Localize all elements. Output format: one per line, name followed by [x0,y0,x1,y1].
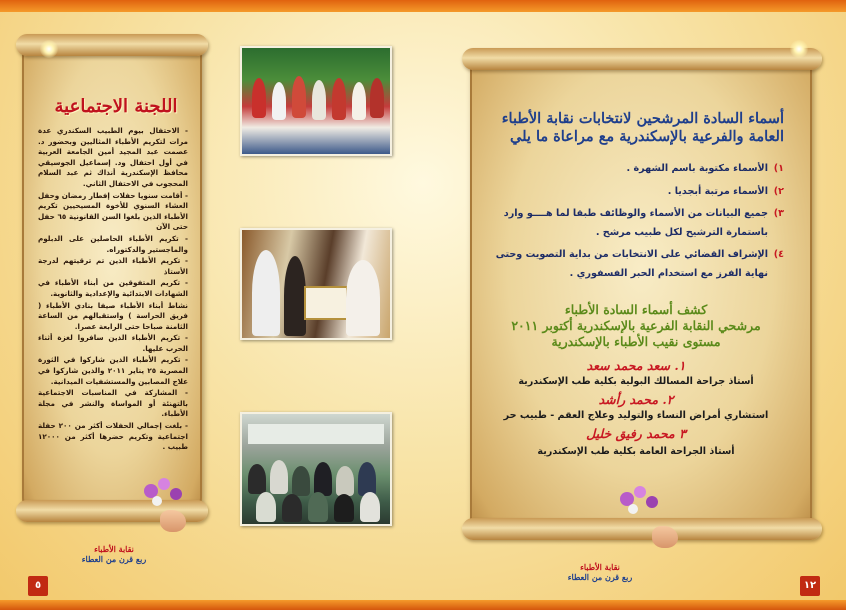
candidate-name: ٢. محمد رأشد [598,392,674,407]
flower-icon [152,496,162,506]
logo-subtitle: ربع قرن من العطاء [81,554,147,564]
sparkle-icon [40,40,58,58]
hand-icon [652,526,678,548]
rule-number: ٢) [773,185,784,197]
flower-icon [628,504,638,514]
logo-title: نقابة الأطباء [94,544,134,554]
syndicate-logo-right [590,484,720,564]
candidates-title-line: كشف أسماء السادة الأطباء [564,302,708,317]
page-number-left: ٥ [28,576,48,596]
list-item [488,246,784,283]
candidates-title-line: مرشحي النقابة الفرعية بالإسكندرية أكتوبر ٢٠١١ [511,318,761,333]
logo-title: نقابة الأطباء [580,562,620,572]
candidate-role: استشاري أمراض النساء والتوليد وعلاج العقم - طبيب حر [503,410,769,421]
rule-text: الإشراف القضائي على الانتخابات من بداية التصويت وحتى نهاية الفرز مع استخدام الحبر الفسفوري . [495,249,768,279]
list-item: - تكريم الأطباء الذين شاركوا في الثورة المصرية ٢٥ يناير ٢٠١١ والذين شاركوا في علاج المصابين والمستشفيات الميدانية. [38,355,188,386]
list-item: - تكريم المتفوقين من أبناء الأطباء في الشهادات الابتدائية والإعدادية والثانوية. [38,278,188,298]
list-item [488,160,784,179]
flower-icon [170,488,182,500]
rule-number: ٤) [773,249,784,261]
candidate-role: أستاذ الجراحة العامة بكلية طب الإسكندرية [537,446,735,457]
top-orange-band [0,0,846,12]
logo-text-right [540,562,660,582]
logo-text-left [54,544,174,564]
bottom-orange-band [0,600,846,610]
candidates-heading: أسماء السادة المرشحين لانتخابات نقابة الأطباء العامة والفرعية بالإسكندرية مع مراعاة ما يلي [501,110,784,145]
list-item: نشاط أبناء الأطباء صيفا بنادي الأطباء ( فريق الحراسة ) واستقبالهم من الساعة الثامنة صباحا حتى الرابعة عصرا. [38,300,188,331]
photo-group-celebration [240,46,392,156]
candidate-name: ١. سعد محمد سعد [586,358,686,373]
list-item: - تكريم الأطباء الذين تم ترقيتهم لدرجة الأستاذ [38,256,188,276]
list-item: - المشاركة في المناسبات الاجتماعية بالتهنئة أو المواساة والنشر في مجلة الأطباء. [38,388,188,419]
list-item: - الاحتفال بيوم الطبيب السكندري عدة مرات لتكريم الأطباء المثاليين وبحضور د. عصمت عبد المجيد أمين الجامعة العربية في أول احتفال ود. إسماعيل الجوسيقي محافظ الإسكندرية أنذاك ثم عبد السلام المحجوب في الاحتفال الثاني. [38,126,188,188]
rule-number: ٣) [773,208,784,220]
social-committee-title: اللجنة الاجتماعية [54,96,178,117]
candidate-role: أستاذ جراحة المسالك البولية بكلية طب الإسكندرية [518,376,754,387]
social-committee-list [38,126,188,454]
list-item: - تكريم الأطباء الحاصلين على الدبلوم والماجستير والدكتوراه. [38,233,188,254]
candidates-title-line: مستوى نقيب الأطباء بالإسكندرية [551,334,721,349]
rule-text: الأسماء مرتبة أبجديا . [667,185,768,197]
page-number-right: ١٢ [800,576,820,596]
flower-icon [158,478,170,490]
list-item: - تكريم الأطباء الذين سافروا لغزة أثناء الحرب عليها. [38,333,188,353]
hand-icon [160,510,186,532]
rule-number: ١) [773,163,784,174]
list-item: - بلغت إجمالي الحفلات أكثر من ٢٠٠ حفلة اجتماعية وتكريم حضرها أكثر من ١٢٠٠٠ طبيب . [38,421,188,452]
list-item [488,205,784,242]
logo-subtitle: ربع قرن من العطاء [567,572,633,582]
list-item: - أقامت سنويا حفلات إفطار رمضان وحفل العشاء السنوي للأخوة المسيحيين تكريم الأطباء الذين بلغوا السن القانونية ٦٥ حفل حتى الآن [38,190,188,232]
photo-audience-hall [240,412,392,526]
candidates-list-title [488,302,784,350]
right-scroll-top-roll [462,48,822,70]
sparkle-icon [790,40,808,58]
rule-text: الأسماء مكتوبة باسم الشهرة . [626,163,768,174]
flower-icon [646,496,658,508]
flower-icon [634,486,646,498]
photo-award-ceremony [240,228,392,340]
rule-text: جميع البيانات من الأسماء والوظائف طبقا لما هــــو وارد باستمارة الترشيح لكل طبيب مرشح . [503,208,768,238]
election-rules-list [488,160,784,288]
candidate-name: ٣ محمد رفيق خليل [586,426,686,441]
list-item [488,183,784,202]
